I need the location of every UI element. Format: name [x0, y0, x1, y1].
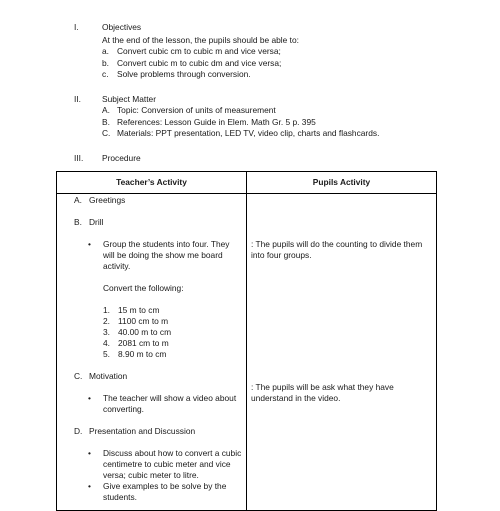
objective-item: Solve problems through conversion. [117, 69, 251, 79]
pupils-motivation-line: : The pupils will be ask what they have [251, 382, 394, 392]
convert-label: Convert the following: [103, 283, 184, 293]
objective-marker: b. [102, 58, 109, 68]
drill-label: Drill [89, 217, 104, 227]
drill-item: 40.00 m to cm [118, 327, 172, 337]
objectives-numeral: I. [74, 22, 79, 32]
activity-table [56, 171, 437, 511]
teacher-activity-header: Teacher’s Activity [116, 177, 187, 187]
pupils-drill-line: into four groups. [251, 250, 312, 260]
presentation-marker: D. [74, 426, 83, 436]
greetings-label: Greetings [89, 195, 126, 205]
motivation-label: Motivation [89, 371, 128, 381]
drill-bullet-line: will be doing the show me board [103, 250, 223, 260]
drill-item-marker: 5. [103, 349, 110, 359]
presentation-bullet-line: • Give examples to be solve by the [103, 481, 226, 492]
presentation-label: Presentation and Discussion [89, 426, 196, 436]
subject-matter-title: Subject Matter [102, 94, 156, 104]
objective-marker: c. [102, 69, 109, 79]
drill-bullet-line: • Group the students into four. They [103, 239, 229, 250]
pupils-drill-line: : The pupils will do the counting to divide them [251, 239, 423, 249]
subject-matter-item: Materials: PPT presentation, LED TV, video clip, charts and flashcards. [117, 128, 380, 138]
subject-matter-marker: A. [102, 105, 110, 115]
drill-marker: B. [74, 217, 82, 227]
subject-matter-numeral: II. [74, 94, 81, 104]
objective-item: Convert cubic cm to cubic m and vice versa; [117, 46, 281, 56]
objectives-title: Objectives [102, 22, 142, 32]
presentation-bullet-line: centimetre to cubic meter and vice [103, 459, 231, 469]
subject-matter-item: References: Lesson Guide in Elem. Math Gr. 5 p. 395 [117, 117, 316, 127]
motivation-bullet-line: converting. [103, 404, 144, 414]
drill-item: 1100 cm to m [118, 316, 169, 326]
presentation-bullet-line: versa; cubic meter to litre. [103, 470, 199, 480]
motivation-marker: C. [74, 371, 83, 381]
drill-item: 8.90 m to cm [118, 349, 167, 359]
procedure-numeral: III. [74, 153, 84, 163]
drill-item-marker: 2. [103, 316, 110, 326]
presentation-bullet-line: students. [103, 492, 137, 502]
drill-item-marker: 1. [103, 305, 110, 315]
header-divider [57, 193, 436, 194]
subject-matter-marker: C. [102, 128, 111, 138]
motivation-bullet-line: • The teacher will show a video about [103, 393, 236, 404]
subject-matter-item: Topic: Conversion of units of measurement [117, 105, 276, 115]
drill-item-marker: 4. [103, 338, 110, 348]
column-divider [246, 172, 247, 510]
pupils-motivation-line: understand in the video. [251, 393, 341, 403]
procedure-title: Procedure [102, 153, 141, 163]
drill-item-marker: 3. [103, 327, 110, 337]
objective-marker: a. [102, 46, 109, 56]
drill-bullet-line: activity. [103, 261, 131, 271]
drill-item: 15 m to cm [118, 305, 160, 315]
subject-matter-marker: B. [102, 117, 110, 127]
presentation-bullet-line: • Discuss about how to convert a cubic [103, 448, 241, 459]
objective-item: Convert cubic m to cubic dm and vice versa; [117, 58, 282, 68]
drill-item: 2081 cm to m [118, 338, 169, 348]
pupils-activity-header: Pupils Activity [312, 177, 371, 187]
greetings-marker: A. [74, 195, 82, 205]
objectives-intro: At the end of the lesson, the pupils should be able to: [102, 35, 299, 45]
